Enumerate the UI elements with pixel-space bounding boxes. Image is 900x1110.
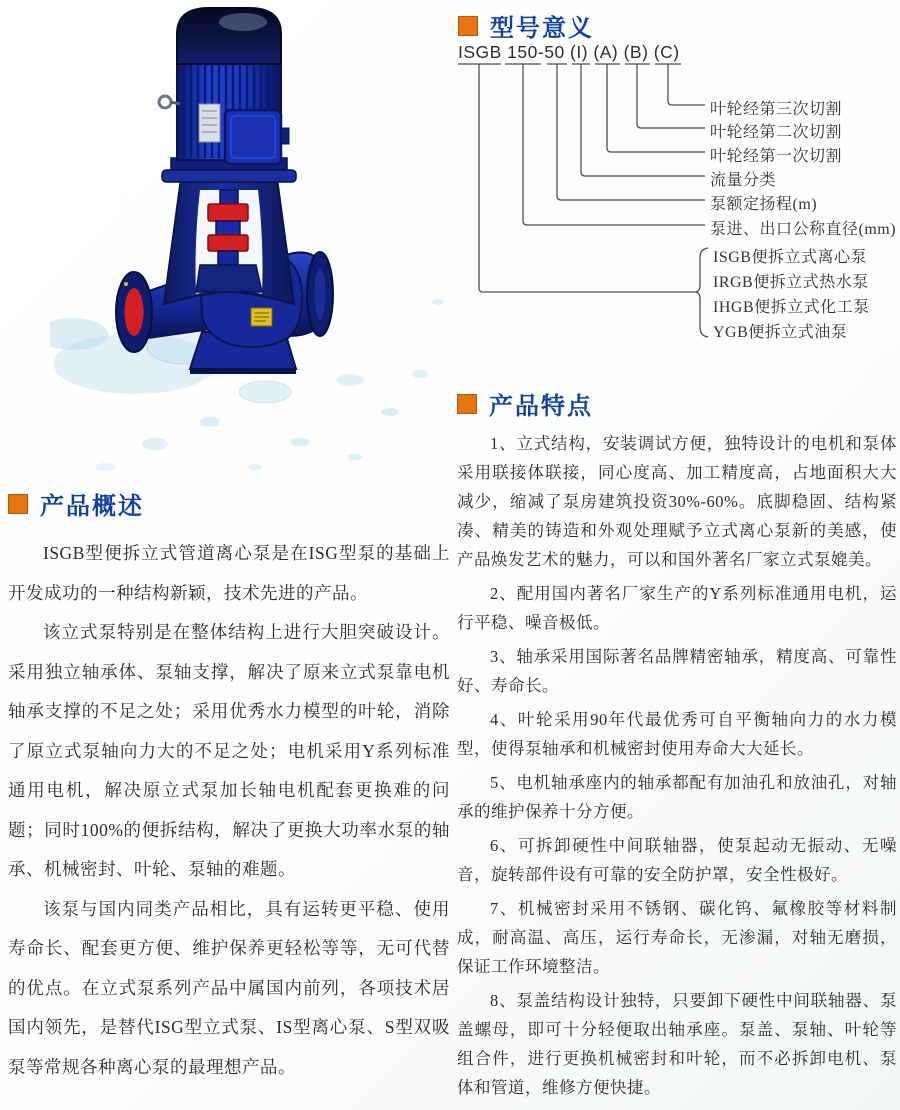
model-code: ISGB 150-50 (I) (A) (B) (C) [458,42,680,62]
section-title: 型号意义 [490,15,594,42]
feature-item: 7、机械密封采用不锈钢、碳化钨、氟橡胶等材料制成，耐高温、高压，运行寿命长，无渗漏，对轴无磨损，保证工作环境整洁。 [457,899,897,976]
section-bullet-icon [8,494,28,514]
motor-nameplate [199,104,220,142]
feature-item: 3、轴承采用国际著名品牌精密轴承，精度高、可靠性好、寿命长。 [457,647,897,695]
callout-label: 流量分类 [710,172,777,189]
product-features-section [457,386,897,1107]
feature-item: 6、可拆卸硬性中间联轴器，使泵起动无振动、无噪音，旋转部件设有可靠的安全防护罩，安全性极好。 [457,836,897,884]
motor-cap [177,8,281,64]
series-label: IRGB便拆立式热水泵 [713,274,869,291]
overview-paragraph: 该立式泵特别是在整体结构上进行大胆突破设计。采用独立轴承体、泵轴支撑，解决了原来立式泵靠电机轴承支撑的不足之处；采用优秀水力模型的叶轮，消除了原立式泵轴向力大的不足之处；电机采用Y系列标准通用电机，解决原立式泵加长轴电机配套更换难的问题；同时100%的便拆结构，解决了更换大功率水泵的轴承、机械密封、叶轮、泵轴的难题。 [8,622,450,879]
callout-label: 叶轮经第三次切割 [710,101,843,118]
section-title: 产品特点 [489,393,593,420]
section-bullet-icon [457,394,477,414]
pump-photo-illustration [50,2,450,478]
feature-item: 8、泵盖结构设计独特，只要卸下硬性中间联轴器、泵盖螺母，即可十分轻便取出轴承座。泵盖、泵轴、叶轮等组合件，进行更换机械密封和叶轮，而不必拆卸电机、泵体和管道，维修方便快捷。 [457,991,897,1097]
junction-box [225,110,289,164]
overview-paragraph: 该泵与国内同类产品相比，具有运转更平稳、使用寿命长、配套更方便、维护保养更轻松等等，无可代替的优点。在立式泵系列产品中属国内前列，各项技术居国内领先，是替代ISG型立式泵、IS型离心泵、S型双吸泵等常规各种离心泵的最理想产品。 [8,898,450,1077]
product-overview-section [8,486,450,1087]
overview-text-block [8,534,450,1087]
section-title: 产品概述 [40,493,144,520]
feature-item: 5、电机轴承座内的轴承都配有加油孔和放油孔，对轴承的维护保养十分方便。 [457,773,897,821]
callout-label: 泵进、出口公称直径(mm) [710,221,897,238]
features-section-header [457,386,897,421]
series-label: YGB便拆立式油泵 [713,324,848,341]
overview-paragraph: ISGB型便拆立式管道离心泵是在ISG型泵的基础上开发成功的一种结构新颖，技术先进的产品。 [8,543,450,603]
model-meaning-section [455,0,900,382]
series-label: ISGB便拆立式离心泵 [713,249,867,266]
support-bracket [164,178,294,304]
callout-label: 叶轮经第一次切割 [710,148,843,165]
features-text-block [457,429,897,1102]
series-label: IHGB便拆立式化工泵 [713,299,870,316]
feature-item: 2、配用国内著名厂家生产的Y系列标准通用电机，运行平稳、噪音极低。 [457,584,897,632]
callout-label: 泵额定扬程(m) [710,196,818,213]
pump-photo [50,2,450,478]
overview-section-header [8,486,450,521]
callout-label: 叶轮经第二次切割 [710,124,843,141]
feature-item: 1、立式结构，安装调试方便，独特设计的电机和泵体采用联接体联接，同心度高、加工精度高，占地面积大大减少，缩减了泵房建筑投资30%-60%。底脚稳固、结构紧凑、精美的铸造和外观处理赋予立式离心泵新的美感，使产品焕发艺术的魅力，可以和国外著名厂家立式泵媲美。 [457,434,897,569]
feature-item: 4、叶轮采用90年代最优秀可自平衡轴向力的水力模型，使得泵轴承和机械密封使用寿命大大延长。 [457,710,897,758]
